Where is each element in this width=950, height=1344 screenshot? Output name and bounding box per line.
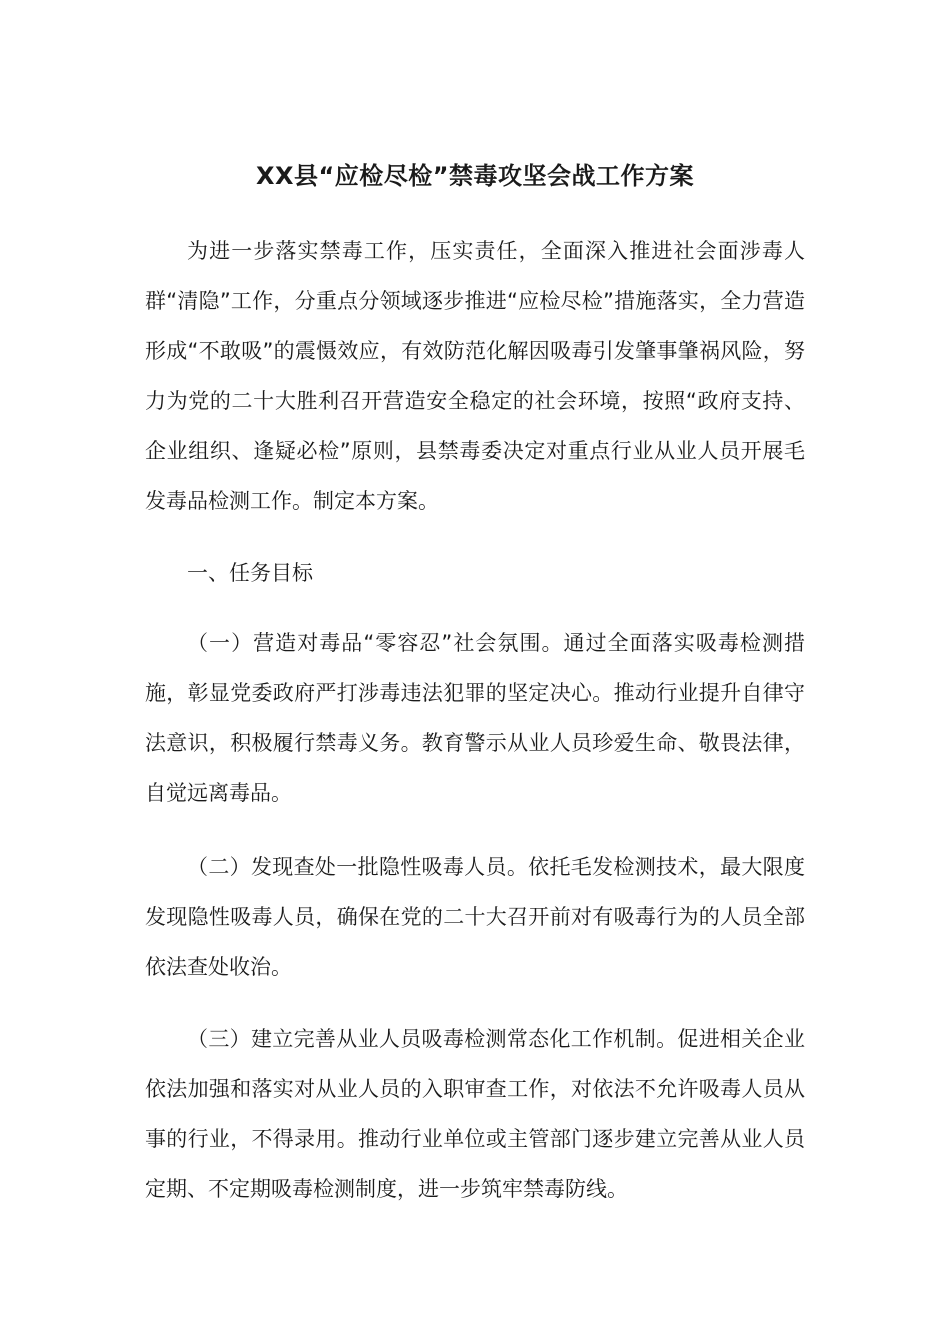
goal-item-3: （三）建立完善从业人员吸毒检测常态化工作机制。促进相关企业依法加强和落实对从业人员的入职审查工作，对依法不允许吸毒人员从事的行业，不得录用。推动行业单位或主管部门逐步建立完善从业人员定期、不定期吸毒检测制度，进一步筑牢禁毒防线。 [145,1027,805,1201]
intro-paragraph: 为进一步落实禁毒工作，压实责任，全面深入推进社会面涉毒人群“清隐”工作，分重点分领域逐步推进“应检尽检”措施落实，全力营造形成“不敢吸”的震慑效应，有效防范化解因吸毒引发肇事肇祸风险，努力为党的二十大胜利召开营造安全稳定的社会环境，按照“政府支持、企业组织、逢疑必检”原则，县禁毒委决定对重点行业从业人员开展毛发毒品检测工作。制定本方案。 [145,239,805,513]
document-title: XX县“应检尽检”禁毒攻坚会战工作方案 [255,162,695,190]
goal-item-2: （二）发现查处一批隐性吸毒人员。依托毛发检测技术，最大限度发现隐性吸毒人员，确保在党的二十大召开前对有吸毒行为的人员全部依法查处收治。 [145,855,805,979]
section-heading-task-goals: 一、任务目标 [187,561,313,585]
goal-item-1: （一）营造对毒品“零容忍”社会氛围。通过全面落实吸毒检测措施，彰显党委政府严打涉毒违法犯罪的坚定决心。推动行业提升自律守法意识，积极履行禁毒义务。教育警示从业人员珍爱生命、敬畏法律，自觉远离毒品。 [145,631,805,805]
